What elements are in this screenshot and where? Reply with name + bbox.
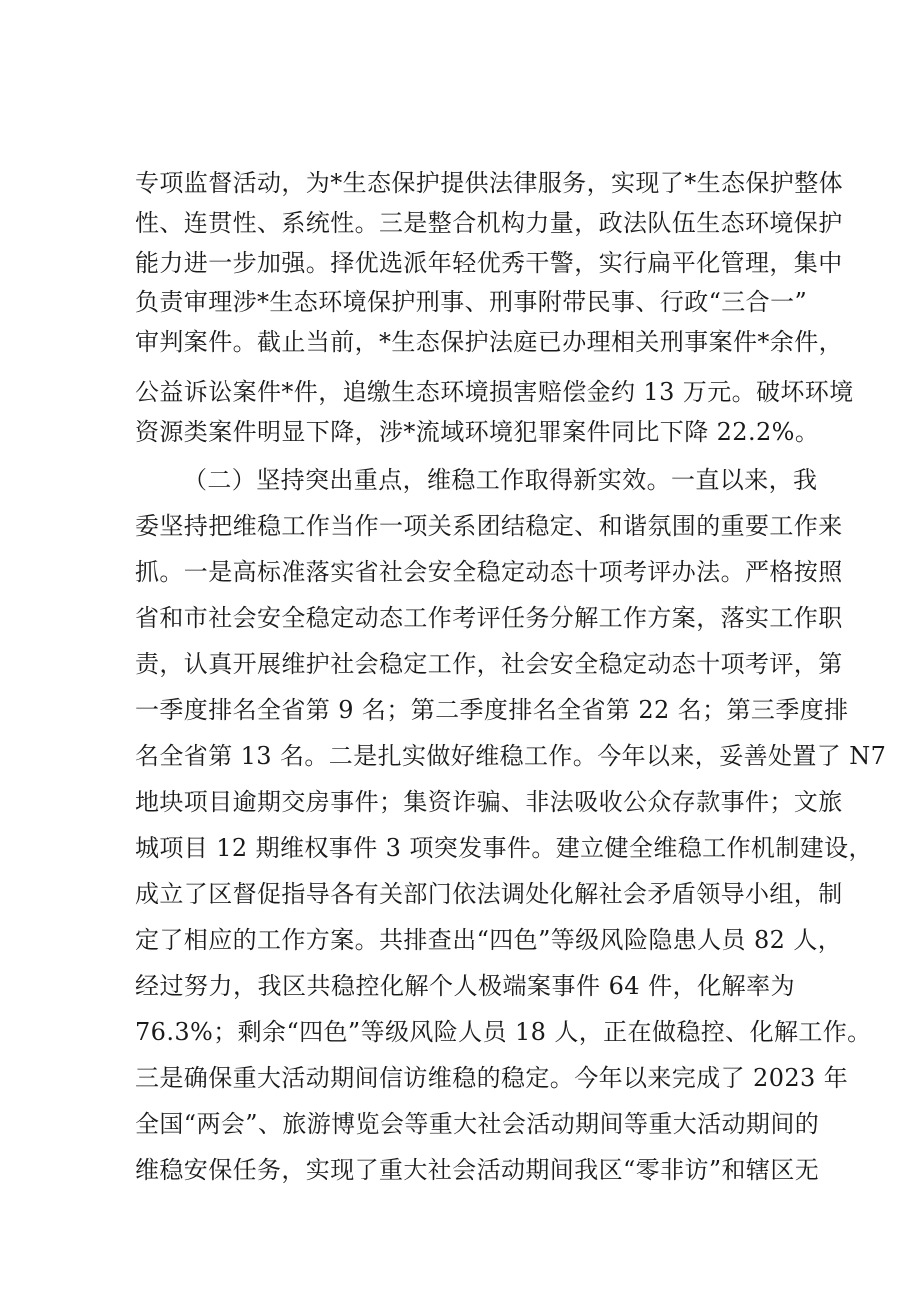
text-line: 维稳安保任务，实现了重大社会活动期间我区“零非访”和辖区无 xyxy=(135,1156,820,1184)
text-line: 公益诉讼案件*件，追缴生态环境损害赔偿金约 13 万元。破坏环境 xyxy=(135,378,854,406)
text-line: 资源类案件明显下降，涉*流域环境犯罪案件同比下降 22.2%。 xyxy=(135,418,820,446)
text-line: 责，认真开展维护社会稳定工作，社会安全稳定动态十项考评，第 xyxy=(135,650,843,678)
section-heading-line: （二）坚持突出重点，维稳工作取得新实效。一直以来，我 xyxy=(183,466,818,494)
text-line: 性、连贯性、系统性。三是整合机构力量，政法队伍生态环境保护 xyxy=(135,209,843,237)
text-line: 能力进一步加强。择优选派年轻优秀干警，实行扁平化管理，集中 xyxy=(135,249,843,277)
text-line: 城项目 12 期维权事件 3 项突发事件。建立健全维稳工作机制建设， xyxy=(135,834,873,862)
text-line: 抓。一是高标准落实省社会安全稳定动态十项考评办法。严格按照 xyxy=(135,558,843,586)
text-line: 负责审理涉*生态环境保护刑事、刑事附带民事、行政“三合一” xyxy=(135,288,808,316)
text-line: 专项监督活动，为*生态保护提供法律服务，实现了*生态保护整体 xyxy=(135,169,843,197)
text-line: 全国“两会”、旅游博览会等重大社会活动期间等重大活动期间的 xyxy=(135,1110,820,1138)
text-line: 审判案件。截止当前，*生态保护法庭已办理相关刑事案件*余件， xyxy=(135,328,843,356)
text-line: 省和市社会安全稳定动态工作考评任务分解工作方案，落实工作职 xyxy=(135,604,843,632)
text-line: 三是确保重大活动期间信访维稳的稳定。今年以来完成了 2023 年 xyxy=(135,1064,849,1092)
text-line: 成立了区督促指导各有关部门依法调处化解社会矛盾领导小组，制 xyxy=(135,880,843,908)
text-line: 一季度排名全省第 9 名；第二季度排名全省第 22 名；第三季度排 xyxy=(135,696,849,724)
text-line: 地块项目逾期交房事件；集资诈骗、非法吸收公众存款事件；文旅 xyxy=(135,788,843,816)
text-line: 76.3%；剩余“四色”等级风险人员 18 人，正在做稳控、化解工作。 xyxy=(135,1018,872,1046)
text-line: 委坚持把维稳工作当作一项关系团结稳定、和谐氛围的重要工作来 xyxy=(135,512,843,540)
text-line: 经过努力，我区共稳控化解个人极端案事件 64 件，化解率为 xyxy=(135,972,795,1000)
text-line: 名全省第 13 名。二是扎实做好维稳工作。今年以来，妥善处置了 N7 xyxy=(135,742,887,770)
text-line: 定了相应的工作方案。共排查出“四色”等级风险隐患人员 82 人， xyxy=(135,926,843,954)
